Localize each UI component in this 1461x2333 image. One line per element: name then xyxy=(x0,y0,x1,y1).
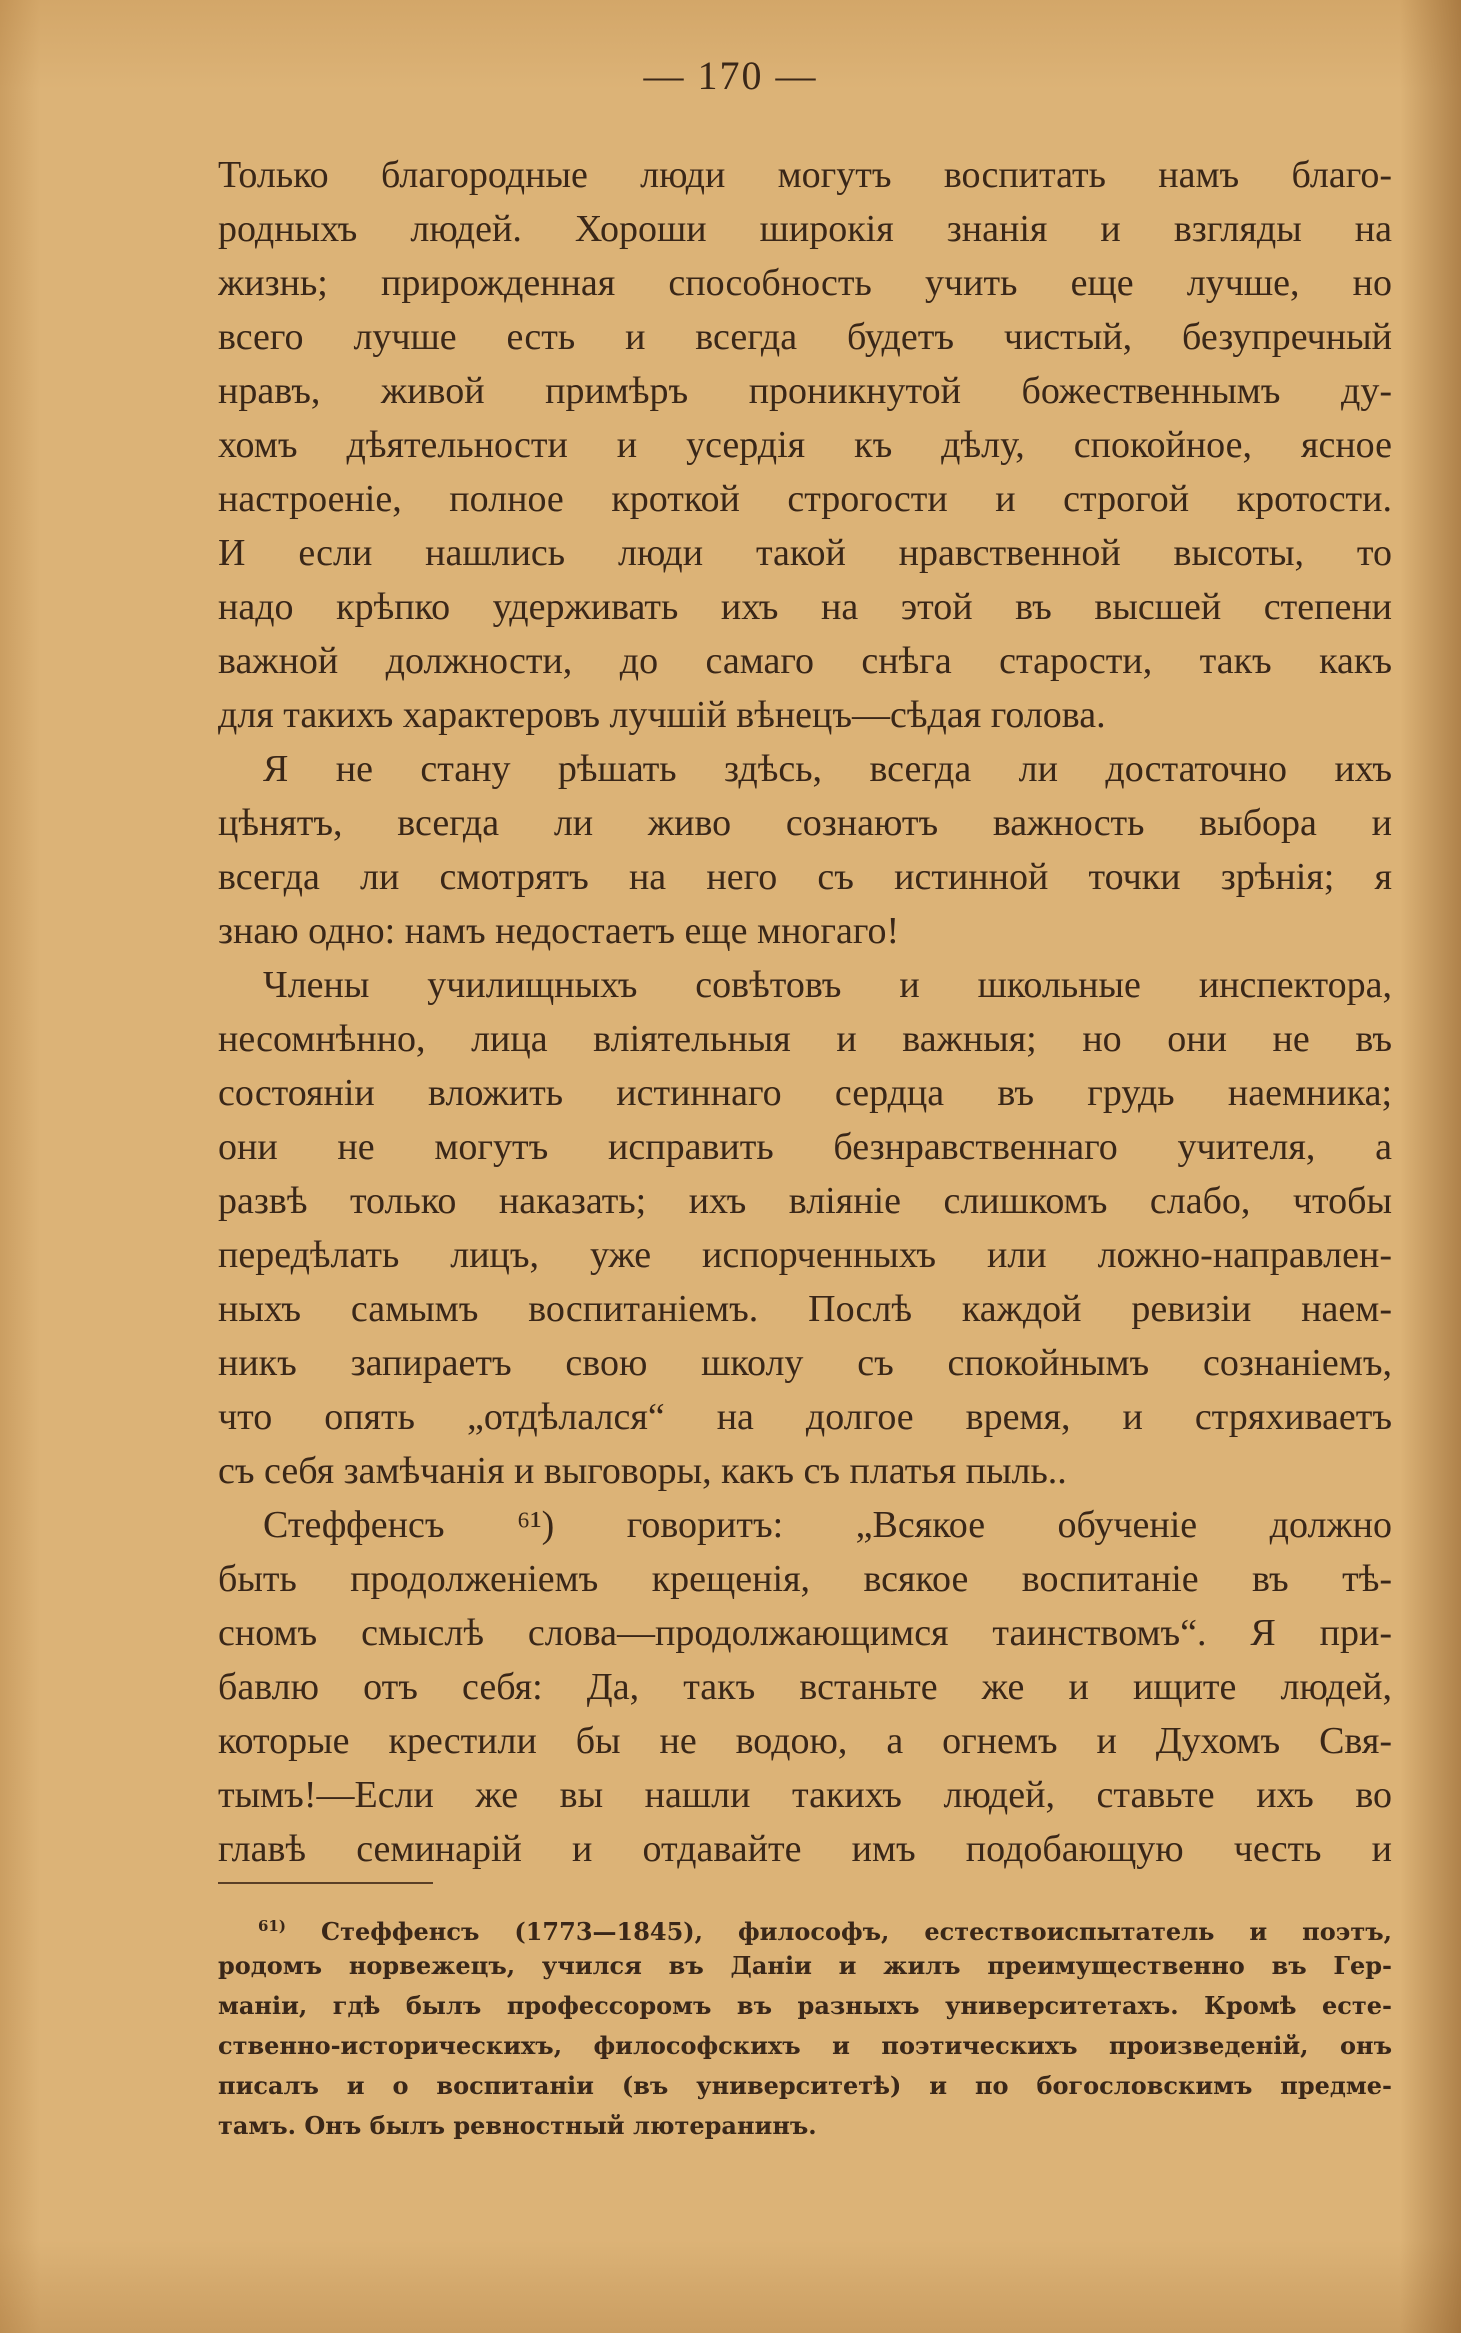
text-line: Стеффенсъ ⁶¹) говоритъ: „Всякое обученіе должно xyxy=(263,1504,1392,1546)
footnote-divider xyxy=(218,1882,433,1884)
text-line: надо крѣпко удерживать ихъ на этой въ высшей степени xyxy=(218,586,1392,628)
text-line: они не могутъ исправить безнравственнаго учителя, а xyxy=(218,1126,1392,1168)
text-line: тымъ!—Если же вы нашли такихъ людей, ставьте ихъ во xyxy=(218,1774,1392,1816)
text-line: развѣ только наказать; ихъ вліяніе слишкомъ слабо, чтобы xyxy=(218,1180,1392,1222)
footnote-line: писалъ и о воспитаніи (въ университетѣ) и по богословскимъ предме- xyxy=(218,2071,1392,2100)
footnote-marker: 61) xyxy=(258,1917,286,1935)
text-line: несомнѣнно, лица вліятельныя и важныя; но они не въ xyxy=(218,1018,1392,1060)
text-line: нравъ, живой примѣръ проникнутой божественнымъ ду- xyxy=(218,370,1392,412)
text-line: для такихъ характеровъ лучшій вѣнецъ—сѣдая голова. xyxy=(218,694,1106,736)
text-line: настроеніе, полное кроткой строгости и строгой кротости. xyxy=(218,478,1392,520)
text-line: всего лучше есть и всегда будетъ чистый, безупречный xyxy=(218,316,1392,358)
text-line: жизнь; прирожденная способность учить еще лучше, но xyxy=(218,262,1392,304)
page-number: — 170 — xyxy=(643,53,818,98)
footnote-line: тамъ. Онъ былъ ревностный лютеранинъ. xyxy=(218,2111,817,2140)
text-line: главѣ семинарій и отдавайте имъ подобающую честь и xyxy=(218,1828,1392,1870)
text-line: что опять „отдѣлался“ на долгое время, и стряхиваетъ xyxy=(218,1396,1392,1438)
text-line: быть продолженіемъ крещенія, всякое воспитаніе въ тѣ- xyxy=(218,1558,1392,1600)
text-line: хомъ дѣятельности и усердія къ дѣлу, спокойное, ясное xyxy=(218,424,1392,466)
text-line: ныхъ самымъ воспитаніемъ. Послѣ каждой ревизіи наем- xyxy=(218,1288,1392,1330)
text-line: передѣлать лицъ, уже испорченныхъ или ложно-направлен- xyxy=(218,1234,1392,1276)
text-line: съ себя замѣчанія и выговоры, какъ съ платья пыль.. xyxy=(218,1450,1067,1492)
footnote-line: родомъ норвежецъ, учился въ Даніи и жилъ преимущественно въ Гер- xyxy=(218,1951,1392,1980)
footnote xyxy=(218,1906,1392,2146)
text-line: состояніи вложить истиннаго сердца въ грудь наемника; xyxy=(218,1072,1392,1114)
footnote-line xyxy=(218,1906,1392,1946)
footnote-line: ственно-историческихъ, философскихъ и поэтическихъ произведеній, онъ xyxy=(218,2031,1392,2060)
text-line: важной должности, до самаго снѣга старости, такъ какъ xyxy=(218,640,1392,682)
text-line: всегда ли смотрятъ на него съ истинной точки зрѣнія; я xyxy=(218,856,1392,898)
footnote-line-text: Стеффенсъ (1773—1845), философъ, естествоиспытатель и поэтъ, xyxy=(320,1917,1392,1946)
text-line: знаю одно: намъ недостаетъ еще многаго! xyxy=(218,910,900,952)
text-line: Только благородные люди могутъ воспитать намъ благо- xyxy=(218,154,1392,196)
text-line: цѣнятъ, всегда ли живо сознаютъ важность выбора и xyxy=(218,802,1392,844)
text-line: сномъ смыслѣ слова—продолжающимся таинствомъ“. Я при- xyxy=(218,1612,1392,1654)
text-line: Члены училищныхъ совѣтовъ и школьные инспектора, xyxy=(263,964,1392,1006)
text-line: родныхъ людей. Хороши широкія знанія и взгляды на xyxy=(218,208,1392,250)
text-line: бавлю отъ себя: Да, такъ встаньте же и ищите людей, xyxy=(218,1666,1392,1708)
body-text xyxy=(218,148,1392,1876)
footnote-line: маніи, гдѣ былъ профессоромъ въ разныхъ университетахъ. Кромѣ есте- xyxy=(218,1991,1392,2020)
text-line: никъ запираетъ свою школу съ спокойнымъ сознаніемъ, xyxy=(218,1342,1392,1384)
text-line: которые крестили бы не водою, а огнемъ и Духомъ Свя- xyxy=(218,1720,1392,1762)
text-line: Я не стану рѣшать здѣсь, всегда ли достаточно ихъ xyxy=(263,748,1392,790)
text-line: И если нашлись люди такой нравственной высоты, то xyxy=(218,532,1392,574)
